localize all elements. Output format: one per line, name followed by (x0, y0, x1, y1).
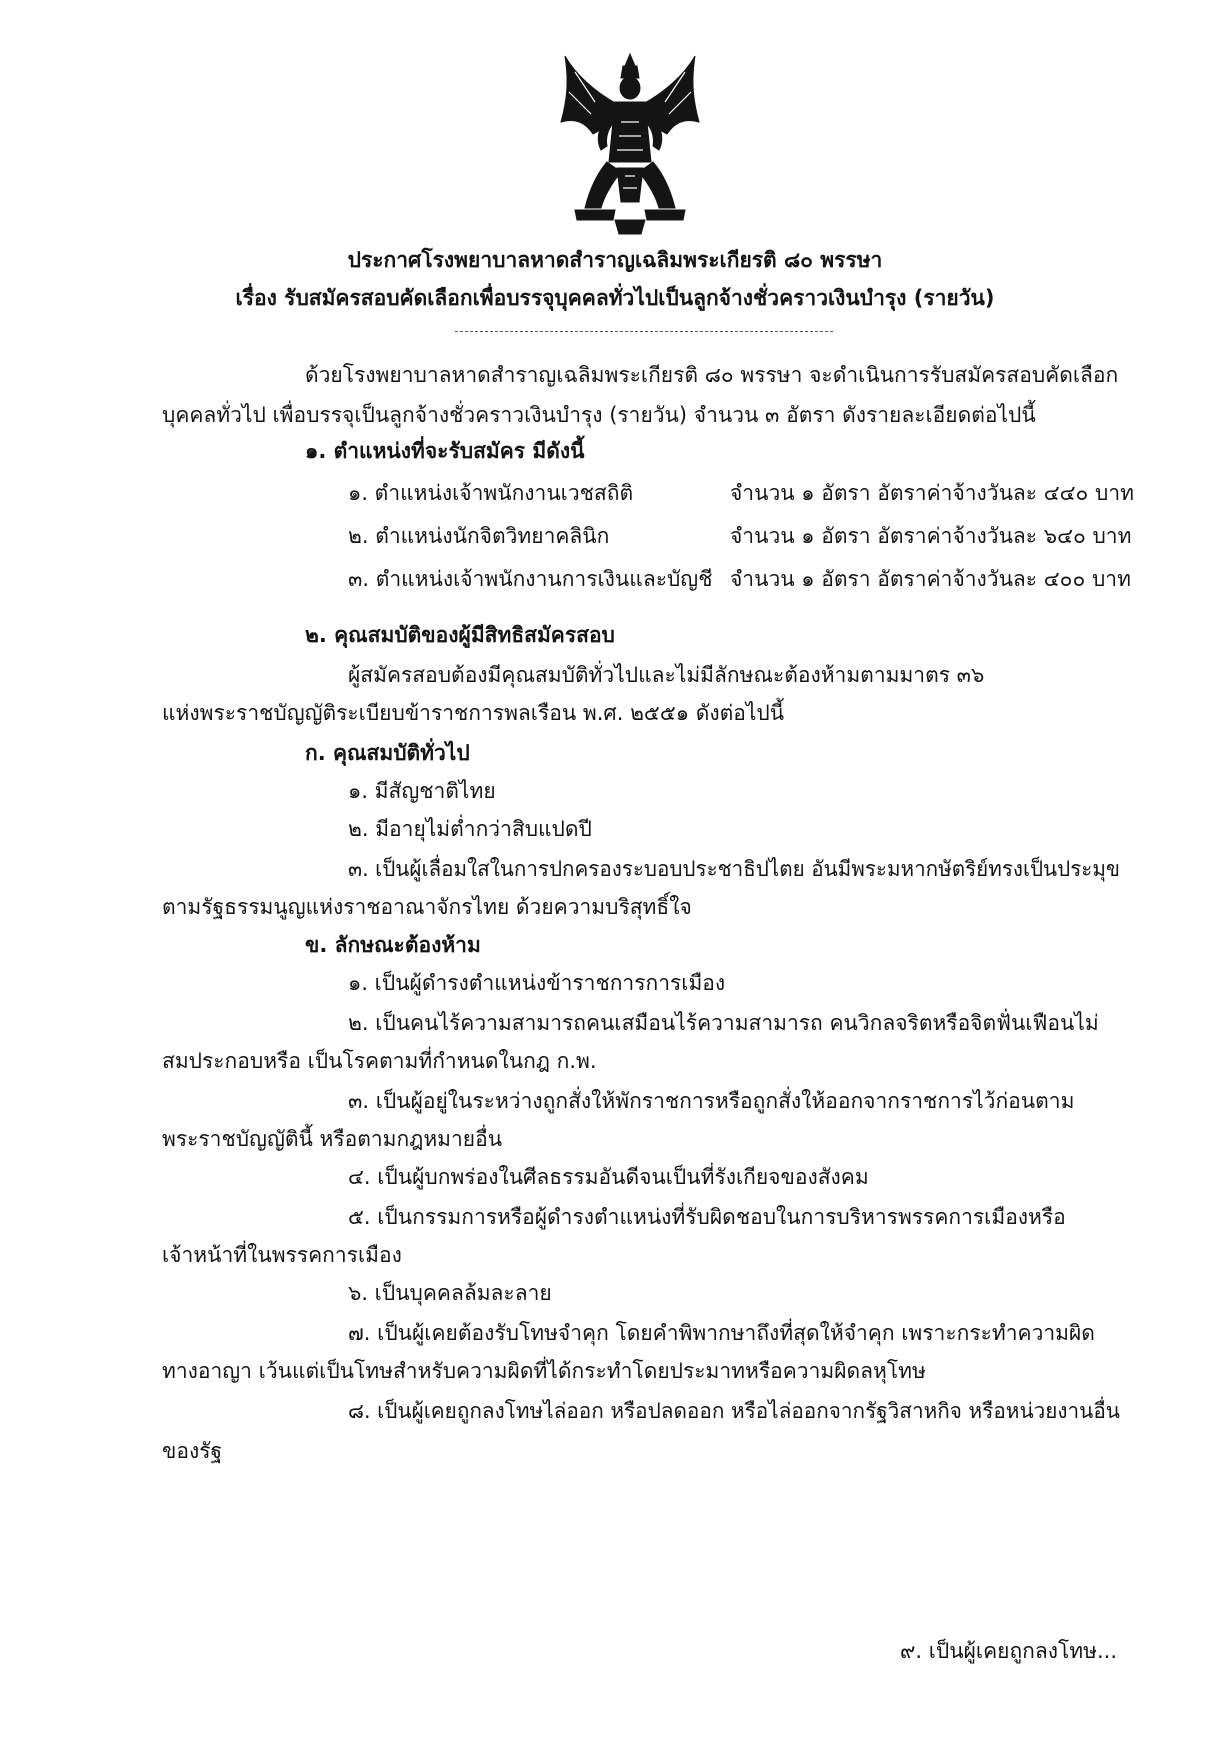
section-2-intro-1: ผู้สมัครสอบต้องมีคุณสมบัติทั่วไปและไม่มีลักษณะต้องห้ามตามมาตร ๓๖ (348, 663, 985, 687)
prohibited-item: ๕. เป็นกรรมการหรือผู้ดำรงตำแหน่งที่รับผิดชอบในการบริหารพรรคการเมืองหรือ (348, 1205, 1066, 1229)
section-2-intro-2: แห่งพระราชบัญญัติระเบียบข้าราชการพลเรือน พ.ศ. ๒๕๕๑ ดังต่อไปนี้ (162, 701, 785, 725)
general-item-continued: ตามรัฐธรรมนูญแห่งราชอาณาจักรไทย ด้วยความบริสุทธิ์ใจ (162, 895, 692, 919)
prohibited-item: ๖. เป็นบุคคลล้มละลาย (348, 1281, 552, 1305)
section-2-heading: ๒. คุณสมบัติของผู้มีสิทธิสมัครสอบ (305, 623, 615, 647)
prohibited-item-continued: ทางอาญา เว้นแต่เป็นโทษสำหรับความผิดที่ได้กระทำโดยประมาทหรือความผิดลหุโทษ (162, 1359, 926, 1383)
prohibited-item-continued: พระราชบัญญัตินี้ หรือตามกฎหมายอื่น (162, 1127, 503, 1151)
prohibited-item: ๑. เป็นผู้ดำรงตำแหน่งข้าราชการการเมือง (348, 971, 726, 995)
general-item: ๒. มีอายุไม่ต่ำกว่าสิบแปดปี (348, 817, 592, 841)
prohibited-item: ๗. เป็นผู้เคยต้องรับโทษจำคุก โดยคำพิพากษาถึงที่สุดให้จำคุก เพราะกระทำความผิด (348, 1321, 1095, 1345)
position-rate: จำนวน ๑ อัตรา อัตราค่าจ้างวันละ ๔๐๐ บาท (730, 567, 1131, 591)
prohibited-item: ๘. เป็นผู้เคยถูกลงโทษไล่ออก หรือปลดออก หรือไล่ออกจากรัฐวิสาหกิจ หรือหน่วยงานอื่น (348, 1399, 1120, 1423)
intro-line-2: บุคคลทั่วไป เพื่อบรรจุเป็นลูกจ้างชั่วคราวเงินบำรุง (รายวัน) จำนวน ๓ อัตรา ดังรายละเอียดต่อไปนี้ (162, 403, 1036, 427)
announcement-subject: เรื่อง รับสมัครสอบคัดเลือกเพื่อบรรจุบุคคลทั่วไปเป็นลูกจ้างชั่วคราวเงินบำรุง (รายวัน) (235, 286, 995, 310)
general-qualifications-heading: ก. คุณสมบัติทั่วไป (305, 741, 470, 765)
prohibited-item: ๔. เป็นผู้บกพร่องในศีลธรรมอันดีจนเป็นที่รังเกียจของสังคม (348, 1165, 869, 1189)
prohibited-item-continued: ของรัฐ (162, 1439, 223, 1463)
prohibited-heading: ข. ลักษณะต้องห้าม (305, 933, 481, 957)
prohibited-item: ๒. เป็นคนไร้ความสามารถคนเสมือนไร้ความสามารถ คนวิกลจริตหรือจิตฟั่นเฟือนไม่ (348, 1011, 1099, 1035)
prohibited-item: ๓. เป็นผู้อยู่ในระหว่างถูกสั่งให้พักราชการหรือถูกสั่งให้ออกจากราชการไว้ก่อนตาม (348, 1089, 1075, 1113)
intro-line-1: ด้วยโรงพยาบาลหาดสำราญเฉลิมพระเกียรติ ๘๐ พรรษา จะดำเนินการรับสมัครสอบคัดเลือก (305, 363, 1119, 387)
announcement-title: ประกาศโรงพยาบาลหาดสำราญเฉลิมพระเกียรติ ๘๐ พรรษา (347, 248, 883, 272)
position-rate: จำนวน ๑ อัตรา อัตราค่าจ้างวันละ ๔๔๐ บาท (730, 481, 1135, 505)
title-divider (455, 331, 833, 332)
prohibited-item-continued: เจ้าหน้าที่ในพรรคการเมือง (162, 1243, 402, 1267)
position-name: ๑. ตำแหน่งเจ้าพนักงานเวชสถิติ (348, 481, 634, 505)
garuda-emblem-icon (555, 52, 705, 237)
position-rate: จำนวน ๑ อัตรา อัตราค่าจ้างวันละ ๖๔๐ บาท (730, 524, 1132, 548)
general-item: ๓. เป็นผู้เลื่อมใสในการปกครองระบอบประชาธิปไตย อันมีพระมหากษัตริย์ทรงเป็นประมุข (348, 857, 1121, 881)
prohibited-item-continued: สมประกอบหรือ เป็นโรคตามที่กำหนดในกฎ ก.พ. (162, 1049, 597, 1073)
section-1-heading: ๑. ตำแหน่งที่จะรับสมัคร มีดังนี้ (305, 439, 585, 463)
position-name: ๒. ตำแหน่งนักจิตวิทยาคลินิก (348, 524, 610, 548)
position-name: ๓. ตำแหน่งเจ้าพนักงานการเงินและบัญชี (348, 567, 713, 591)
general-item: ๑. มีสัญชาติไทย (348, 779, 496, 803)
continuation-note: ๙. เป็นผู้เคยถูกลงโทษ... (900, 1639, 1117, 1663)
